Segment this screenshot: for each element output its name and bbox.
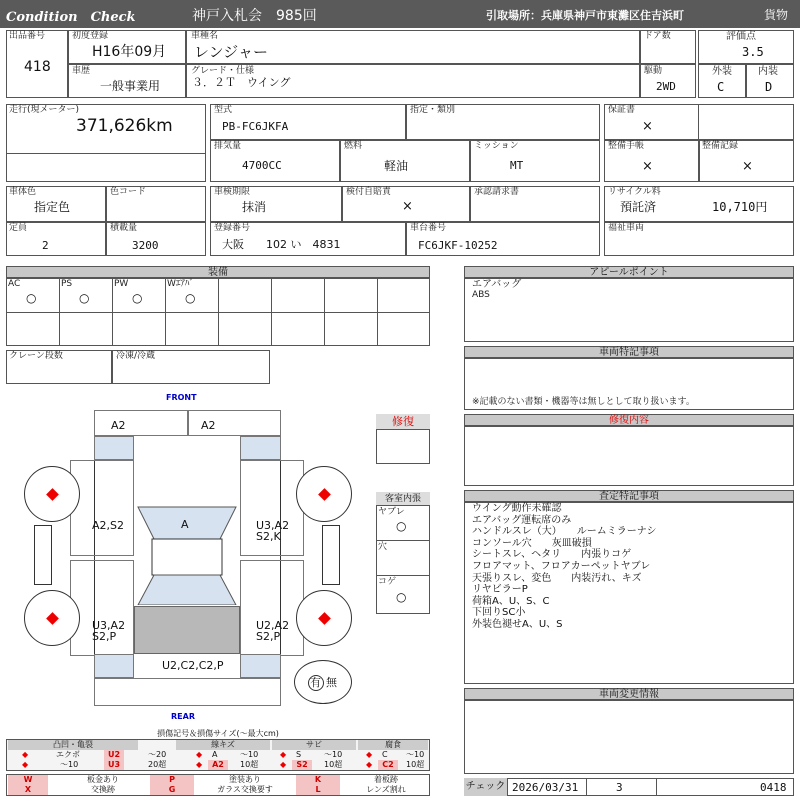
equip-ps-value: ○ [79, 291, 90, 305]
wheel-front-right [296, 466, 352, 522]
legend-diamond: ◆ [366, 760, 373, 769]
equip-wair-value: ○ [185, 291, 196, 305]
repair-detail-box [464, 426, 794, 486]
rear-left-light [94, 654, 134, 678]
legend-diamond: ◆ [280, 750, 287, 759]
approval-label: 承認請求書 [474, 187, 520, 197]
legend-code: U3 [104, 760, 124, 770]
legend-b-text: 板金あり [87, 775, 119, 784]
score-value: 3.5 [742, 45, 764, 59]
model-label: 車種名 [191, 31, 219, 41]
legend-code: S2 [292, 760, 312, 770]
special-title: 車両特記事項 [464, 346, 794, 358]
wheel-rear-right [296, 590, 352, 646]
interior-hole-label: 穴 [378, 542, 388, 552]
equip-ps-label: PS [61, 279, 73, 289]
notes-line: ハンドルスレ（大） ルームミラーナシ [472, 526, 657, 538]
legend-code: A [212, 750, 218, 759]
color-code-label: 色コード [110, 187, 147, 197]
warranty-label: 保証書 [608, 105, 636, 115]
left-front-panel [70, 460, 134, 556]
front-left-damage: A2 [111, 419, 126, 432]
legend-b-code: P [150, 775, 194, 785]
legend-b-code: X [8, 785, 48, 795]
windshield-damage: A [181, 518, 189, 531]
designation-label: 指定・類別 [410, 105, 456, 115]
interior-title: 客室内張 [376, 492, 430, 506]
equipment-vline [377, 278, 378, 346]
rear-label: REAR [171, 712, 195, 721]
legend-diamond: ◆ [196, 760, 203, 769]
plate-label: 登録番号 [214, 223, 251, 233]
record-value: × [742, 159, 753, 174]
right-rear-damage: U2,A2 S2,P [256, 619, 290, 643]
equip-ac-label: AC [8, 279, 21, 289]
fuel-label: 燃料 [344, 141, 363, 151]
notes-line: エアバッグ運転席のみ [472, 514, 572, 526]
front-label: FRONT [166, 393, 197, 402]
chassis-label: 車台番号 [410, 223, 447, 233]
notes-line: シートスレ、ヘタリ 内張りコゲ [472, 549, 632, 561]
legend-b-code: G [150, 785, 194, 795]
notes-line: フロアマット、フロアカーペットヤブレ [472, 560, 651, 572]
legend-b-code: W [8, 775, 48, 785]
mission-label: ミッション [474, 141, 519, 151]
warranty-value: × [642, 119, 653, 134]
legend-code: S [296, 750, 302, 759]
equipment-vline [218, 278, 219, 346]
appeal-line: ABS [472, 290, 490, 300]
equipment-vline [165, 278, 166, 346]
legend-group-name: 凸凹・亀裂 [8, 740, 138, 750]
type-value: PB-FC6JKFA [222, 120, 289, 133]
check-divider [656, 778, 657, 796]
chassis-value: FC6JKF-10252 [418, 239, 498, 252]
wheel-front-left [24, 466, 80, 522]
legend-size: ～10 [240, 750, 259, 759]
legend-size: ～20 [148, 750, 167, 759]
legend-text: エクボ [56, 750, 80, 759]
reg-label: 初度登録 [72, 31, 109, 41]
notes-line: 下回りSC小 [472, 607, 526, 619]
legend-code: C2 [378, 760, 398, 770]
legend-b-code: L [296, 785, 340, 795]
legend-size: 10超 [240, 760, 259, 769]
history-label: 車歴 [72, 66, 91, 76]
change-info-box [464, 700, 794, 774]
equipment-vline [271, 278, 272, 346]
legend-code: U2 [104, 750, 124, 760]
right-headlight [240, 436, 281, 460]
legend-diamond: ◆ [196, 750, 203, 759]
mileage-label: 走行(現メーター) [9, 105, 80, 115]
equipment-vline [59, 278, 60, 346]
grade-value: ３．２Ｔ ウイング [192, 76, 291, 89]
check-label: チェック [464, 778, 508, 796]
notes-lines [472, 503, 657, 631]
legend-group-name: サビ [272, 740, 356, 750]
liability-label: 検付自賠責 [346, 187, 392, 197]
drive-value: 2WD [656, 80, 676, 93]
lot-label: 出品番号 [9, 31, 46, 41]
legend-size: 20超 [148, 760, 167, 769]
legend-code: A2 [208, 760, 228, 770]
equip-pw-value: ○ [132, 291, 143, 305]
rear-bumper-damage: U2,C2,C2,P [162, 659, 224, 672]
liability-value: × [402, 199, 413, 214]
repair-label: 修復 [376, 414, 430, 430]
legend-diamond: ◆ [280, 760, 287, 769]
doors-label: ドア数 [644, 31, 671, 41]
interior-tear: ○ [396, 519, 407, 533]
manual-label: 整備手帳 [608, 141, 645, 151]
lot-number: 418 [24, 59, 51, 75]
legend-diamond: ◆ [366, 750, 373, 759]
displacement-value: 4700CC [242, 159, 282, 172]
manual-value: × [642, 159, 653, 174]
history-value: 一般事業用 [100, 79, 161, 93]
legend-group-name: 線キズ [176, 740, 270, 750]
legend-group-name: 腐食 [358, 740, 428, 750]
mission-value: MT [510, 159, 524, 172]
equipment-vline [324, 278, 325, 346]
record-label: 整備記録 [702, 141, 739, 151]
header-title: Condition Check [6, 10, 136, 25]
fuel-value: 軽油 [384, 159, 409, 173]
front-left-panel [94, 410, 188, 436]
crane-label: クレーン段数 [9, 351, 63, 361]
int-value: D [765, 80, 773, 94]
legend-code: C [382, 750, 388, 759]
legend-size: ～10 [324, 750, 343, 759]
header-auction: 神戸入札会 985回 [192, 8, 317, 24]
interior-burn-label: コゲ [378, 577, 397, 587]
legend-diamond: ◆ [22, 750, 29, 759]
interior-divider [376, 540, 430, 541]
ext-label: 外装 [712, 66, 732, 77]
freezer-label: 冷凍/冷蔵 [116, 351, 156, 361]
warranty-divider [698, 104, 699, 140]
check-date: 2026/03/31 [512, 781, 579, 794]
legend-b-text: 着板跡 [374, 775, 398, 784]
appeal-line: エアバッグ [472, 279, 522, 290]
capacity-label: 定員 [9, 223, 28, 233]
equip-pw-label: PW [114, 279, 129, 289]
notes-line: コンソール穴 灰皿破損 [472, 537, 592, 549]
recycle-fee: 10,710円 [712, 200, 768, 214]
legend-b-text: レンズ割れ [366, 785, 406, 794]
special-note: ※記載のない書類・機器等は無しとして取り扱います。 [472, 397, 695, 407]
legend-b-text: 塗装あり [229, 775, 261, 784]
inspection-label: 車検期限 [214, 187, 251, 197]
inspection-value: 抹消 [242, 200, 267, 214]
cargo-floor [134, 606, 240, 654]
legend-diamond: ◆ [22, 760, 29, 769]
recycle-status: 預託済 [620, 200, 657, 214]
check-lot: 0418 [760, 781, 787, 794]
score-label: 評価点 [726, 31, 756, 42]
notes-line: 荷箱A、U、S、C [472, 595, 550, 607]
grade-label: グレード・仕様 [191, 66, 255, 76]
left-front-damage: A2,S2 [92, 519, 125, 532]
displacement-label: 排気量 [214, 141, 242, 151]
equipment-title: 装備 [6, 266, 430, 278]
model-value: レンジャー [194, 43, 268, 61]
spare-none: 無 [326, 676, 337, 689]
mileage-divider [6, 154, 206, 182]
rear-bumper [94, 678, 281, 706]
repair-detail-title: 修復内容 [464, 414, 794, 426]
header-pickup: 引取場所：兵庫県神戸市東灘区住吉浜町 [486, 9, 684, 22]
drive-label: 駆動 [644, 66, 663, 76]
legend-b-code: K [296, 775, 340, 785]
legend-b-text: ガラス交換要す [217, 785, 273, 794]
check-num: 3 [616, 781, 623, 794]
interior-burn: ○ [396, 590, 407, 604]
rear-right-light [240, 654, 281, 678]
wheel-rear-left [24, 590, 80, 646]
capacity-value: 2 [42, 239, 49, 252]
left-headlight [94, 436, 134, 460]
interior-tear-label: ヤブレ [378, 507, 405, 517]
appeal-title: アピールポイント [464, 266, 794, 278]
legend-size: ～10 [406, 750, 425, 759]
notes-line: 天張りスレ、変色 内装汚れ、キズ [472, 572, 642, 584]
plate-value: 大阪 102 い 4831 [222, 238, 341, 251]
legend-text: ～10 [60, 760, 79, 769]
legend-b-text: 交換跡 [91, 785, 115, 794]
color-label: 車体色 [9, 187, 37, 197]
equip-wair-label: Wｴｱﾊﾞ [167, 279, 194, 289]
side-mirror-right [322, 525, 340, 585]
type-label: 型式 [214, 105, 233, 115]
spare-yes: 有 [310, 676, 321, 689]
load-label: 積載量 [110, 223, 138, 233]
side-mirror-left [34, 525, 52, 585]
legend-title: 損傷記号＆損傷サイズ(～最大cm) [157, 729, 279, 738]
header-category: 貨物 [764, 8, 789, 22]
welfare-label: 福祉車両 [608, 223, 645, 233]
notes-line: 外装色褪せA、U、S [472, 618, 563, 630]
load-value: 3200 [132, 239, 159, 252]
ext-value: C [717, 80, 725, 94]
change-info-title: 車両変更情報 [464, 688, 794, 700]
equip-ac-value: ○ [26, 291, 37, 305]
interior-divider [376, 575, 430, 576]
reg-value: H16年09月 [92, 44, 167, 60]
color-value: 指定色 [34, 200, 71, 214]
legend-size: 10超 [406, 760, 425, 769]
recycle-label: リサイクル料 [608, 187, 661, 197]
equipment-vline [112, 278, 113, 346]
legend-size: 10超 [324, 760, 343, 769]
right-front-damage: U3,A2 S2,K [256, 519, 290, 543]
front-right-damage: A2 [201, 419, 216, 432]
notes-title: 査定特記事項 [464, 490, 794, 502]
notes-line: リヤビラーP [472, 584, 528, 596]
notes-line: ウイング動作未確認 [472, 503, 562, 514]
int-label: 内装 [758, 66, 778, 77]
check-divider [586, 778, 587, 796]
mileage-value: 371,626km [76, 116, 173, 136]
left-rear-damage: U3,A2 S2,P [92, 619, 126, 643]
